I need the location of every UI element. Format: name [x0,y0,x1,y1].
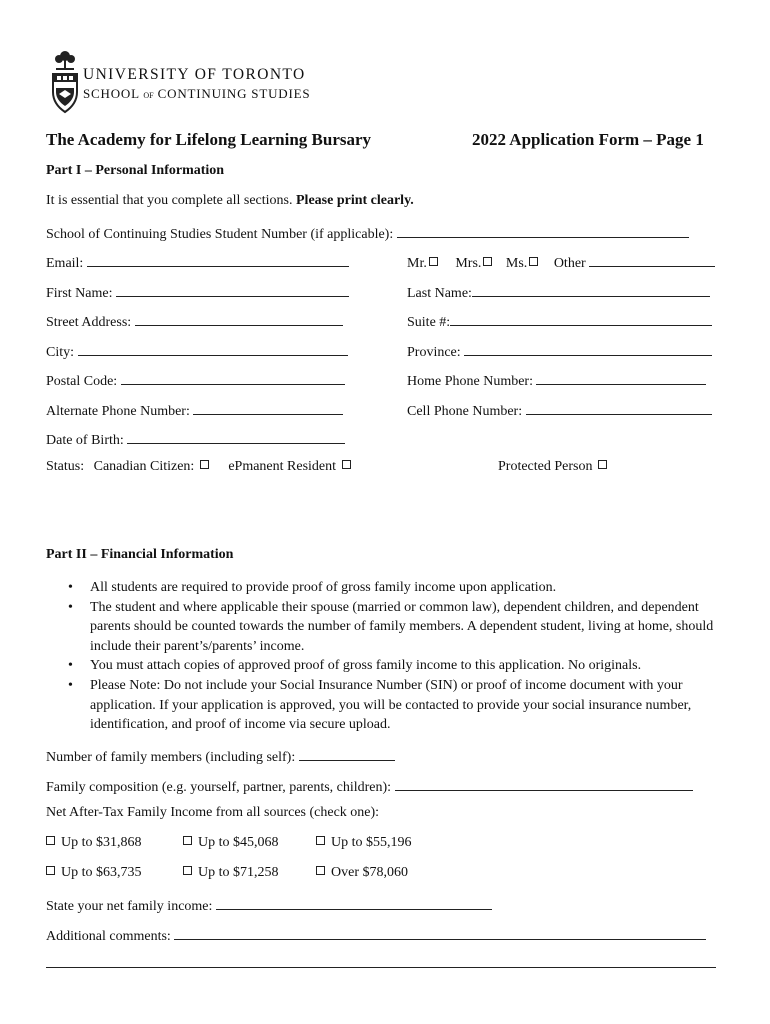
cell-phone-field[interactable] [526,400,712,415]
status-pr-checkbox[interactable] [342,460,351,469]
income-option-label: Up to $71,258 [198,865,279,880]
bullet-text: The student and where applicable their spouse (married or common law), dependent children, and dependent parents should be counted towards the number of family members. A dependent student, living at home, should include their parent’s/parents’ income. [90,599,714,654]
checkbox[interactable] [316,836,325,845]
title-mrs-label: Mrs. [455,256,482,271]
dob-row [46,429,345,449]
title-options-row [407,252,715,272]
home-phone-label: Home Phone Number: [407,374,533,389]
title-mrs-checkbox[interactable] [483,257,492,266]
dob-label: Date of Birth: [46,433,124,448]
list-item [68,676,730,735]
bullet-icon: • [68,599,73,615]
part1-intro-bold: Please print clearly. [296,193,414,208]
home-phone-row [407,370,706,390]
income-option-label: Up to $63,735 [61,865,142,880]
income-option-label: Up to $31,868 [61,835,142,850]
logo-school-part2: CONTINUING STUDIES [153,86,311,101]
income-option-2[interactable] [183,835,279,851]
city-field[interactable] [78,341,348,356]
comments-field-line-2[interactable] [46,953,716,968]
checkbox[interactable] [46,866,55,875]
family-composition-row [46,776,693,796]
income-question: Net After-Tax Family Income from all sources (check one): [46,805,380,820]
suite-field[interactable] [450,311,712,326]
student-number-label: School of Continuing Studies Student Number (if applicable): [46,227,394,242]
part1-heading: Part I – Personal Information [46,163,225,178]
province-row [407,341,712,361]
student-number-row [46,223,689,243]
street-field[interactable] [135,311,343,326]
email-field[interactable] [87,252,349,267]
form-page-label: 2022 Application Form – Page 1 [472,130,704,149]
comments-label: Additional comments: [46,929,171,944]
family-members-label: Number of family members (including self): [46,750,296,765]
family-composition-field[interactable] [395,776,693,791]
home-phone-field[interactable] [536,370,706,385]
checkbox[interactable] [316,866,325,875]
postal-field[interactable] [121,370,345,385]
comments-field[interactable] [174,925,706,940]
university-crest-logo [50,48,80,114]
status-pr-label: ePmanent Resident [228,459,337,474]
status-citizen-checkbox[interactable] [200,460,209,469]
title-mr-label: Mr. [407,256,427,271]
alt-phone-label: Alternate Phone Number: [46,404,190,419]
checkbox[interactable] [46,836,55,845]
bullet-text: Please Note: Do not include your Social Insurance Number (SIN) or proof of income document with your application. If your application is approved, you will be contacted to provide your social insurance number, identification, and proof of income via secure upload. [90,677,692,733]
family-members-field[interactable] [299,746,395,761]
status-label: Status: [46,459,85,474]
logo-university-name: UNIVERSITY OF TORONTO [83,66,306,83]
logo-school-of: OF [143,91,154,100]
dob-field[interactable] [127,429,345,444]
suite-label: Suite #: [407,315,451,330]
postal-label: Postal Code: [46,374,118,389]
financial-notes-list [66,578,730,735]
form-title: The Academy for Lifelong Learning Bursary [46,130,372,149]
email-label: Email: [46,256,84,271]
city-label: City: [46,345,75,360]
net-income-field[interactable] [216,895,492,910]
title-ms-label: Ms. [505,256,528,271]
income-option-6[interactable] [316,865,408,881]
student-number-field[interactable] [397,223,689,238]
status-row [46,459,353,475]
list-item [68,656,730,676]
status-protected-row [498,459,609,475]
family-composition-label: Family composition (e.g. yourself, partner, parents, children): [46,780,392,795]
suite-row [407,311,712,331]
income-option-5[interactable] [183,865,279,881]
checkbox[interactable] [183,836,192,845]
title-other-label: Other [553,256,586,271]
city-row [46,341,348,361]
checkbox[interactable] [183,866,192,875]
first-name-label: First Name: [46,286,113,301]
province-label: Province: [407,345,461,360]
postal-row [46,370,345,390]
title-mr-checkbox[interactable] [429,257,438,266]
logo-school-part1: SCHOOL [83,86,144,101]
income-option-1[interactable] [46,835,142,851]
alt-phone-field[interactable] [193,400,343,415]
part1-intro [46,193,414,209]
family-members-row [46,746,395,766]
list-item [68,578,730,598]
street-label: Street Address: [46,315,132,330]
first-name-row [46,282,349,302]
last-name-row [407,282,710,302]
income-option-4[interactable] [46,865,142,881]
bullet-text: All students are required to provide proof of gross family income upon application. [90,580,557,595]
cell-phone-label: Cell Phone Number: [407,404,523,419]
cell-phone-row [407,400,712,420]
part1-intro-text: It is essential that you complete all sections. [46,193,296,208]
status-citizen-label: Canadian Citizen: [93,459,195,474]
bullet-icon: • [68,677,73,693]
bullet-icon: • [68,658,73,674]
street-row [46,311,343,331]
bullet-icon: • [68,580,73,595]
bullet-text: You must attach copies of approved proof of gross family income to this application. No originals. [90,658,642,674]
first-name-field[interactable] [116,282,349,297]
title-ms-checkbox[interactable] [529,257,538,266]
comments-row [46,925,706,945]
alt-phone-row [46,400,343,420]
last-name-field[interactable] [472,282,710,297]
income-option-label: Over $78,060 [331,865,408,880]
province-field[interactable] [464,341,712,356]
income-option-label: Up to $55,196 [331,835,412,850]
income-option-3[interactable] [316,835,412,851]
status-protected-checkbox[interactable] [598,460,607,469]
last-name-label: Last Name: [407,286,472,301]
logo-school-name [83,86,310,102]
net-income-row [46,895,492,915]
title-other-field[interactable] [589,252,715,267]
income-option-label: Up to $45,068 [198,835,279,850]
email-row [46,252,349,272]
part2-heading: Part II – Financial Information [46,547,234,562]
status-protected-label: Protected Person [498,459,593,474]
list-item [68,598,730,657]
net-income-label: State your net family income: [46,899,213,914]
